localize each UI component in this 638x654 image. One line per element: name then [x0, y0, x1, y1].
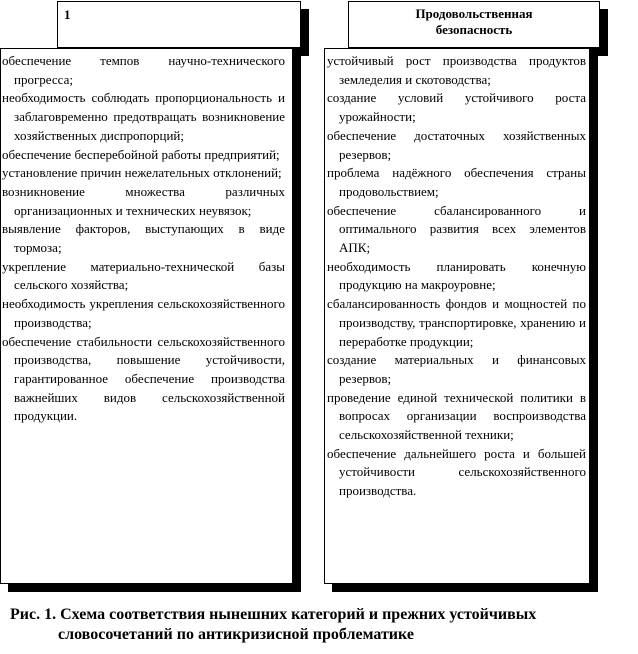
- right-list-item: устойчивый рост производства продуктов земледелия и скотоводства;: [327, 53, 586, 87]
- right-list-item: создание условий устойчивого роста урожайности;: [327, 90, 586, 125]
- caption-line-1: Рис. 1. Схема соответствия нынешних категорий и прежних устойчивых: [10, 606, 537, 623]
- left-list-item: необходимость укрепления сельскохозяйственного производства;: [2, 296, 285, 330]
- left-list-item: выявление факторов, выступающих в виде тормоза;: [2, 221, 285, 256]
- right-list-item: обеспечение достаточных хозяйственных резервов;: [327, 127, 586, 162]
- left-list-item: установление причин нежелательных отклонений;: [2, 165, 282, 181]
- figure-caption: [0, 605, 638, 645]
- right-list-item: проведение единой технической политики в вопросах организации воспроизводства сельскохозяйственной техники;: [327, 389, 586, 443]
- left-column-header-text: 1: [64, 7, 71, 22]
- right-list-item: сбалансированность фондов и мощностей по производству, транспортировке, хранению и переработке продукции;: [327, 296, 586, 349]
- left-list-item: обеспечение темпов научно-технического прогресса;: [2, 53, 285, 87]
- right-list-item: обеспечение дальнейшего роста и большей устойчивости сельскохозяйственного производства.: [327, 445, 586, 499]
- right-list-item: проблема надёжного обеспечения страны продовольствием;: [327, 165, 586, 199]
- caption-line-2: словосочетаний по антикризисной проблематике: [58, 626, 414, 643]
- right-column-list: [327, 52, 586, 501]
- left-list-item: обеспечение бесперебойной работы предприятий;: [2, 146, 280, 162]
- left-column-header: [57, 1, 301, 48]
- right-list-item: создание материальных и финансовых резервов;: [327, 352, 586, 386]
- right-list-item: обеспечение сбалансированного и оптимального развития всех элементов АПК;: [327, 202, 586, 256]
- left-list-item: укрепление материально-технической базы сельского хозяйства;: [2, 258, 285, 293]
- left-list-item: необходимость соблюдать пропорциональность и заблаговременно предотвращать возникновение хозяйственных диспропорций;: [2, 90, 285, 143]
- right-column-header: [348, 1, 600, 48]
- right-column-header-text: Продовольственная безопасность: [415, 6, 533, 37]
- left-column-list: [2, 52, 285, 426]
- left-list-item: обеспечение стабильности сельскохозяйственного производства, повышение устойчивости, гарантированное обеспечение производства важнейших видов сельскохозяйственной продукции.: [2, 333, 285, 424]
- right-list-item: необходимость планировать конечную продукцию на макроуровне;: [327, 258, 586, 293]
- left-list-item: возникновение множества различных организационных и технических неувязок;: [2, 183, 285, 218]
